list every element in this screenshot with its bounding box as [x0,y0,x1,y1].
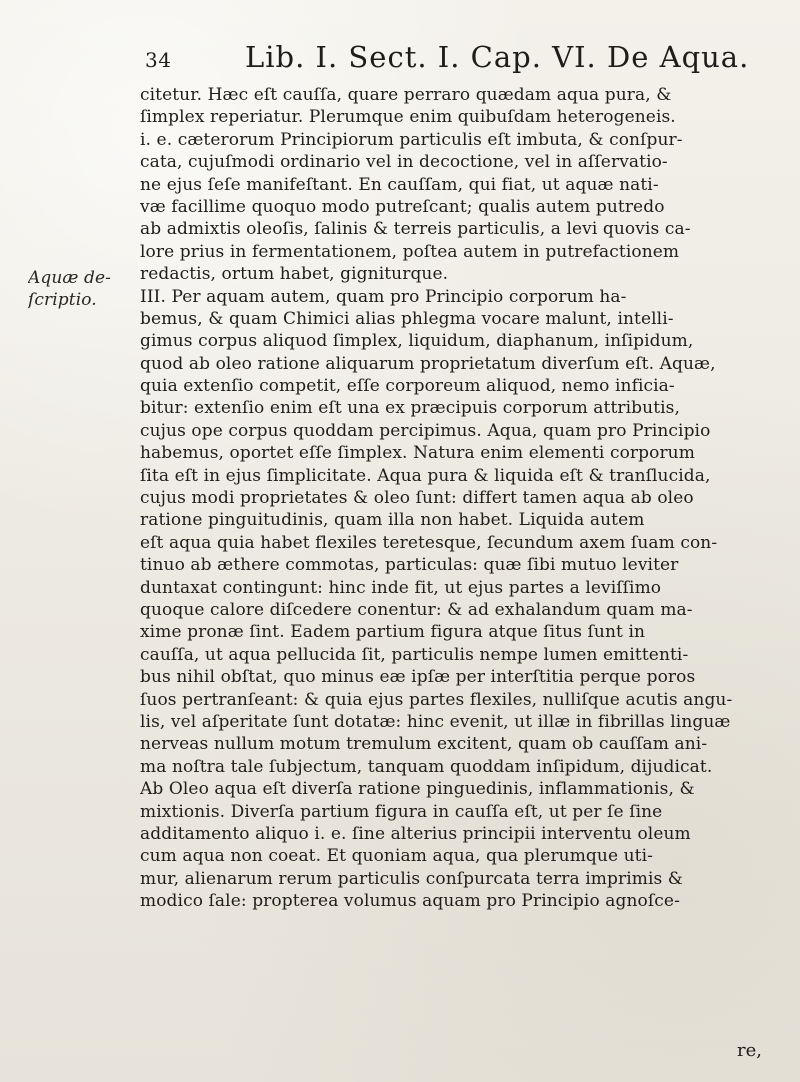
text-line: quod ab oleo ratione aliquarum proprietatum diverſum eſt. Aquæ, [140,353,716,374]
margin-note-line: ſcriptio. [28,290,97,311]
text-line: redactis, ortum habet, gigniturque. [140,264,449,285]
text-line: bemus, & quam Chimici alias phlegma vocare malunt, intelli- [140,308,674,329]
text-line: additamento aliquo i. e. ſine alterius principii interventu oleum [140,823,691,844]
text-line: ratione pinguitudinis, quam illa non habet. Liquida autem [140,510,645,531]
margin-note [28,267,114,312]
text-line: quoque calore diſcedere conentur: & ad exhalandum quam ma- [140,599,693,620]
text-line: mixtionis. Diverſa partium figura in cauſſa eſt, ut per ſe ſine [140,801,663,822]
text-line: cujus ope corpus quoddam percipimus. Aqua, quam pro Principio [140,420,711,441]
text-line: III. Per aquam autem, quam pro Principio corporum ha- [140,286,627,307]
text-line [140,912,765,934]
text-line: ne ejus ſeſe manifeſtant. En cauſſam, qui fiat, ut aquæ nati- [140,174,659,195]
text-line: ſita eſt in ejus ſimplicitate. Aqua pura & liquida eſt & tranſlucida, [140,465,711,486]
page-header [145,40,750,78]
text-line: ma noſtra tale ſubjectum, tanquam quoddam inſipidum, dijudicat. [140,756,713,777]
text-line: cata, cujuſmodi ordinario vel in decoctione, vel in aſſervatio- [140,152,668,173]
text-line: xime pronæ ſint. Eadem partium figura atque ſitus ſunt in [140,622,646,643]
text-line: eſt aqua quia habet flexiles teretesque, ſecundum axem ſuam con- [140,532,718,553]
text-line: cauſſa, ut aqua pellucida ſit, particulis nempe lumen emittenti- [140,644,689,665]
text-line: modico ſale: propterea volumus aquam pro Principio agnoſce- [140,891,680,912]
text-line: Ab Oleo aqua eſt diverſa ratione pinguedinis, inflammationis, & [140,779,695,800]
text-line: gimus corpus aliquod ſimplex, liquidum, diaphanum, inſipidum, [140,331,694,352]
catchword: re, [737,1040,762,1061]
text-line: cum aqua non coeat. Et quoniam aqua, qua plerumque uti- [140,846,653,867]
running-head: Lib. I. Sect. I. Cap. VI. De Aqua. [245,40,750,74]
text-line: cujus modi proprietates & oleo ſunt: differt tamen aqua ab oleo [140,488,694,509]
text-line: ab admixtis oleoſis, ſalinis & terreis particulis, a levi quovis ca- [140,219,691,240]
text-line: ſimplex reperiatur. Plerumque enim quibuſdam heterogeneis. [140,107,676,128]
text-line [140,957,765,979]
text-line: i. e. cæterorum Principiorum particulis eſt imbuta, & conſpur- [140,129,683,150]
text-line: bus nihil obſtat, quo minus eæ ipſæ per interſtitia perque poros [140,667,696,688]
text-line: lore prius in fermentationem, poſtea autem in putrefactionem [140,241,680,262]
page-number: 34 [145,48,172,72]
text-line: nerveas nullum motum tremulum excitent, quam ob cauſſam ani- [140,734,708,755]
text-line: tinuo ab æthere commotas, particulas: quæ ſibi mutuo leviter [140,555,679,576]
text-line: mur, alienarum rerum particulis conſpurcata terra imprimis & [140,868,684,889]
text-line: væ facillime quoquo modo putreſcant; qualis autem putredo [140,196,665,217]
text-line: quia extenſio competit, eſſe corporeum aliquod, nemo inficia- [140,376,675,397]
text-line: citetur. Hæc eſt cauſſa, quare perraro quædam aqua pura, & [140,85,672,105]
text-line: habemus, oportet eſſe ſimplex. Natura enim elementi corporum [140,443,695,464]
text-line: bitur: extenſio enim eſt una ex præcipuis corporum attributis, [140,398,680,419]
main-text [140,84,765,1064]
text-line [140,935,765,957]
text-line: lis, vel aſperitate ſunt dotatæ: hinc evenit, ut illæ in fibrillas linguæ [140,711,731,732]
margin-note-line: Aquæ de- [28,268,111,288]
text-line: duntaxat contingunt: hinc inde fit, ut ejus partes a leviſſimo [140,577,662,598]
text-line: ſuos pertranſeant: & quia ejus partes flexiles, nulliſque acutis angu- [140,689,733,710]
